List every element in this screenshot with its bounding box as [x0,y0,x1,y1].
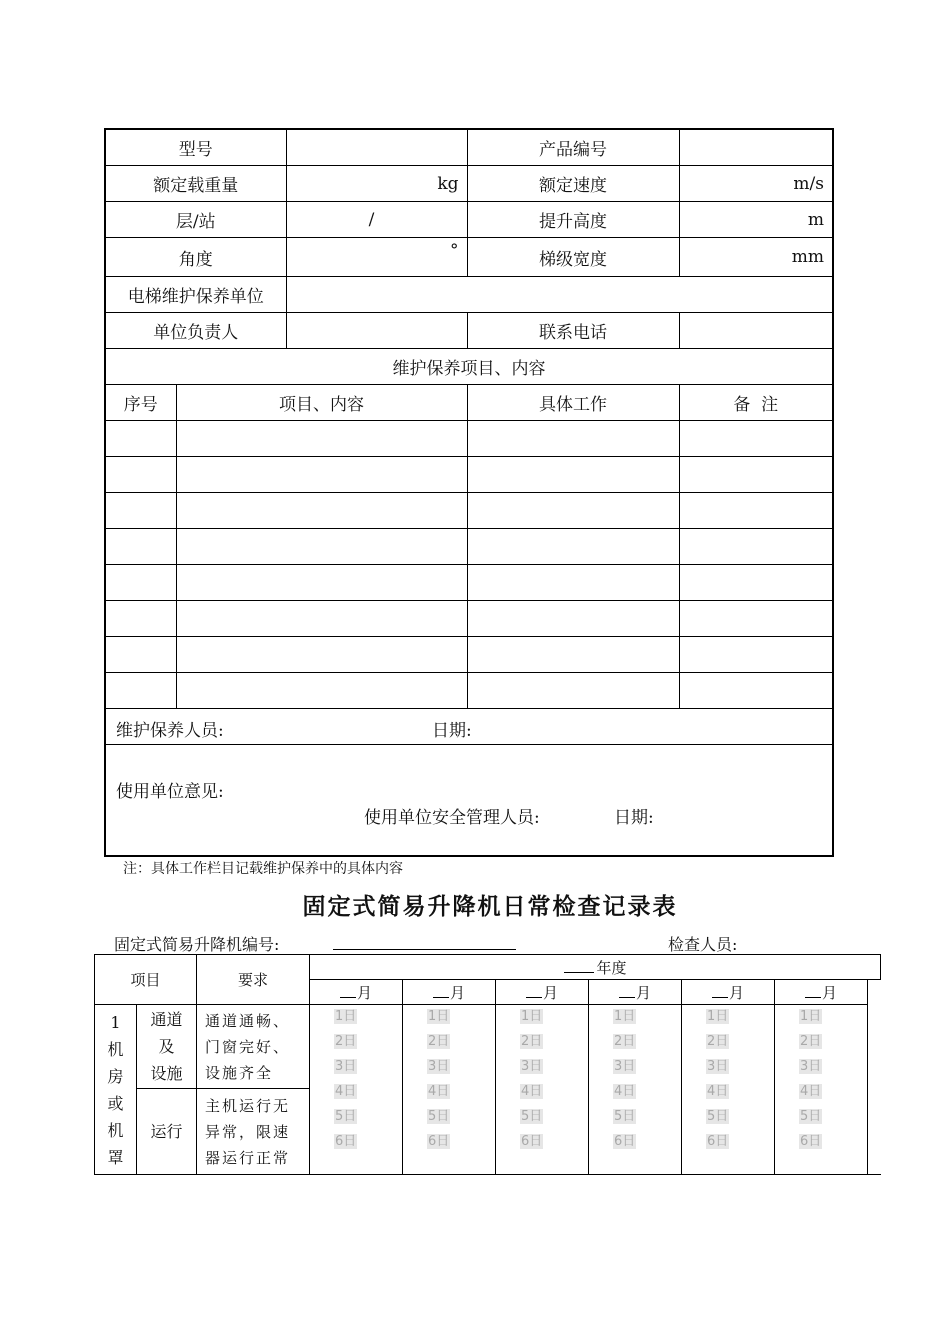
table-row [105,457,833,493]
day-label: 1日 [428,1009,450,1024]
category-char: 机 [107,1120,124,1140]
day-label: 2日 [521,1034,543,1049]
table-row [105,238,833,277]
category-char: 或 [107,1093,124,1113]
date-label: 日期: [432,721,472,741]
inspector-label: 检查人员: [668,935,738,954]
unit-manager-field[interactable] [286,313,467,349]
contact-phone-field[interactable] [679,313,833,349]
signature-row [105,709,833,745]
day-label: 5日 [335,1109,357,1124]
lift-height-label: 提升高度 [467,202,679,238]
day-label: 3日 [335,1059,357,1074]
month-days-cell[interactable] [310,1005,403,1175]
table-row [105,601,833,637]
month-suffix: 月 [636,983,652,1002]
requirement-cell: 通道通畅、门窗完好、设施齐全 [197,1005,310,1089]
work-cell[interactable] [467,601,679,637]
table-row [95,1005,881,1089]
lift-height-field[interactable]: m [679,202,833,238]
sub-item-text: 设施 [150,1064,183,1083]
work-cell[interactable] [467,457,679,493]
number-cell[interactable] [105,493,176,529]
month-days-cell[interactable] [589,1005,682,1175]
number-cell[interactable] [105,529,176,565]
maintenance-unit-label: 电梯维护保养单位 [105,277,286,313]
opinion-field[interactable] [105,745,833,857]
year-header [310,955,881,980]
remarks-cell[interactable] [679,637,833,673]
month-days-cell[interactable] [496,1005,589,1175]
item-cell[interactable] [176,529,467,565]
day-label: 2日 [800,1034,822,1049]
month-header [496,980,589,1005]
remarks-cell[interactable] [679,457,833,493]
floors-separator: / [368,209,375,230]
rated-load-label: 额定载重量 [105,166,286,202]
number-cell[interactable] [105,673,176,709]
day-label: 3日 [707,1059,729,1074]
day-label: 4日 [428,1084,450,1099]
day-label: 1日 [707,1009,729,1024]
day-label: 4日 [614,1084,636,1099]
column-header-remarks: 备 注 [679,385,833,421]
day-label: 6日 [614,1134,636,1149]
floors-label: 层/站 [105,202,286,238]
section-title: 维护保养项目、内容 [105,349,833,385]
maintenance-unit-field[interactable] [286,277,833,313]
remarks-cell[interactable] [679,421,833,457]
work-cell[interactable] [467,565,679,601]
month-field[interactable] [619,983,635,998]
item-cell[interactable] [176,457,467,493]
day-label: 6日 [428,1134,450,1149]
remarks-cell[interactable] [679,565,833,601]
month-days-cell[interactable] [775,1005,868,1175]
day-label: 4日 [800,1084,822,1099]
day-label: 5日 [614,1109,636,1124]
item-cell[interactable] [176,673,467,709]
maintainer-label: 维护保养人员: [116,721,224,741]
day-label: 6日 [335,1134,357,1149]
month-field[interactable] [433,983,449,998]
remarks-cell[interactable] [679,601,833,637]
day-label: 1日 [614,1009,636,1024]
day-label: 3日 [800,1059,822,1074]
day-label: 4日 [521,1084,543,1099]
column-header-item: 项目、内容 [176,385,467,421]
unit-manager-label: 单位负责人 [105,313,286,349]
product-no-field[interactable] [679,129,833,166]
model-label: 型号 [105,129,286,166]
sub-item-text: 通道 [150,1010,183,1029]
month-field[interactable] [340,983,356,998]
table-row [105,565,833,601]
requirement-cell: 主机运行无异常，限速器运行正常 [197,1089,310,1175]
day-label: 6日 [800,1134,822,1149]
day-label: 1日 [800,1009,822,1024]
column-header-item: 项目 [95,955,197,1005]
day-label: 5日 [428,1109,450,1124]
step-width-field[interactable]: mm [679,238,833,277]
month-suffix: 月 [357,983,373,1002]
column-header-number: 序号 [105,385,176,421]
day-label: 5日 [800,1109,822,1124]
table-row [105,493,833,529]
rated-speed-field[interactable]: m/s [679,166,833,202]
table-row [105,202,833,238]
sub-item-cell: 运行 [137,1089,197,1175]
rated-speed-label: 额定速度 [467,166,679,202]
number-cell[interactable] [105,601,176,637]
column-header-requirement: 要求 [197,955,310,1005]
month-days-cell[interactable] [403,1005,496,1175]
work-cell[interactable] [467,421,679,457]
category-char: 罩 [107,1147,124,1167]
table-row [105,166,833,202]
model-field[interactable] [286,129,467,166]
month-suffix: 月 [450,983,466,1002]
day-label: 1日 [521,1009,543,1024]
product-no-label: 产品编号 [467,129,679,166]
category-char: 机 [107,1039,124,1059]
day-label: 2日 [335,1034,357,1049]
daily-check-table [94,954,881,1175]
month-header [682,980,775,1005]
table-row [105,421,833,457]
remarks-cell[interactable] [679,529,833,565]
day-label: 3日 [428,1059,450,1074]
category-cell [95,1005,137,1175]
day-label: 4日 [335,1084,357,1099]
table-row [105,129,833,166]
day-label: 6日 [521,1134,543,1149]
maintenance-record-table [104,128,834,857]
day-label: 1日 [335,1009,357,1024]
table-row [105,637,833,673]
work-cell[interactable] [467,529,679,565]
step-width-label: 梯级宽度 [467,238,679,277]
opinion-date-label: 日期: [614,808,654,828]
year-suffix: 年度 [596,958,627,977]
day-label: 4日 [707,1084,729,1099]
table-row [105,277,833,313]
month-suffix: 月 [729,983,745,1002]
table-header-row [105,385,833,421]
number-cell[interactable] [105,421,176,457]
day-label: 2日 [614,1034,636,1049]
angle-field[interactable]: ° [286,238,467,277]
footnote: 注：具体工作栏目记载维护保养中的具体内容 [123,861,403,877]
day-label: 3日 [614,1059,636,1074]
table-row [105,349,833,385]
table-header-row [95,955,881,980]
number-cell[interactable] [105,637,176,673]
remarks-cell[interactable] [679,673,833,709]
day-label: 2日 [428,1034,450,1049]
day-label: 6日 [707,1134,729,1149]
column-header-work: 具体工作 [467,385,679,421]
month-suffix: 月 [543,983,559,1002]
opinion-label: 使用单位意见: [116,782,224,802]
month-field[interactable] [712,983,728,998]
lift-id-label: 固定式简易升降机编号: [114,935,280,954]
work-cell[interactable] [467,493,679,529]
contact-phone-label: 联系电话 [467,313,679,349]
remarks-cell[interactable] [679,493,833,529]
opinion-row [105,745,833,857]
sub-item-cell [137,1005,197,1089]
item-cell[interactable] [176,601,467,637]
table-row [105,673,833,709]
day-label: 5日 [707,1109,729,1124]
number-cell[interactable] [105,457,176,493]
floors-field[interactable] [286,202,467,238]
month-days-cell[interactable] [682,1005,775,1175]
angle-label: 角度 [105,238,286,277]
day-label: 3日 [521,1059,543,1074]
rated-load-field[interactable]: kg [286,166,467,202]
category-number: 1 [110,1012,121,1032]
year-field[interactable] [564,958,594,973]
month-header [310,980,403,1005]
lift-id-field[interactable] [333,949,516,950]
number-cell[interactable] [105,565,176,601]
work-cell[interactable] [467,637,679,673]
sub-item-text: 及 [158,1037,175,1056]
month-header [403,980,496,1005]
month-field[interactable] [805,983,821,998]
safety-manager-label: 使用单位安全管理人员: [364,808,540,828]
day-label: 5日 [521,1109,543,1124]
month-header [589,980,682,1005]
day-label: 2日 [707,1034,729,1049]
item-cell[interactable] [176,493,467,529]
item-cell[interactable] [176,421,467,457]
work-cell[interactable] [467,673,679,709]
month-field[interactable] [526,983,542,998]
table-row [105,529,833,565]
table-row [105,313,833,349]
item-cell[interactable] [176,637,467,673]
category-char: 房 [107,1066,124,1086]
month-suffix: 月 [822,983,838,1002]
item-cell[interactable] [176,565,467,601]
month-header [775,980,868,1005]
page-title: 固定式简易升降机日常检查记录表 [302,893,678,920]
